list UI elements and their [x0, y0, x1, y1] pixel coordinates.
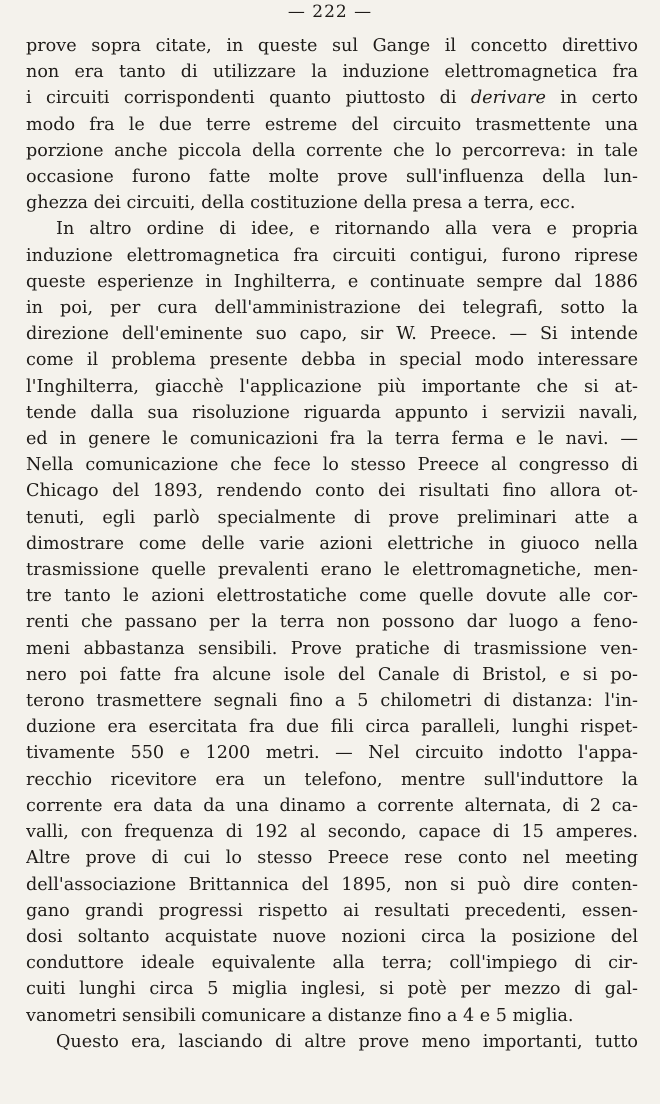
text-line: direzione dell'eminente suo capo, sir W. Preece. — Si intende: [26, 324, 638, 345]
text-line: tenuti, egli parlò specialmente di prove preliminari atte a: [26, 507, 638, 528]
text-line: In altro ordine di idee, e ritornando alla vera e propria: [56, 219, 638, 240]
text-line: i circuiti corrispondenti quanto piuttosto di derivare in certo: [26, 88, 638, 109]
text-line: dimostrare come delle varie azioni elettriche in giuoco nella: [26, 533, 638, 554]
text-line: dell'associazione Brittannica del 1895, non si può dire conten-: [26, 874, 638, 895]
text-line: Questo era, lasciando di altre prove meno importanti, tutto: [56, 1031, 638, 1052]
text-line: tivamente 550 e 1200 metri. — Nel circuito indotto l'appa-: [26, 743, 638, 764]
text-line: valli, con frequenza di 192 al secondo, capace di 15 amperes.: [26, 822, 638, 843]
text-line: Nella comunicazione che fece lo stesso Preece al congresso di: [26, 455, 638, 476]
text-line: vanometri sensibili comunicare a distanze fino a 4 e 5 miglia.: [26, 1005, 574, 1026]
text-line: in poi, per cura dell'amministrazione dei telegrafi, sotto la: [26, 298, 638, 319]
text-line: recchio ricevitore era un telefono, mentre sull'induttore la: [26, 769, 638, 790]
text-line: dosi soltanto acquistate nuove nozioni circa la posizione del: [26, 926, 638, 947]
text-line: terono trasmettere segnali fino a 5 chilometri di distanza: l'in-: [26, 691, 638, 712]
text-line: porzione anche piccola della corrente che lo percorreva: in tale: [26, 140, 638, 161]
text-line: meni abbastanza sensibili. Prove pratiche di trasmissione ven-: [26, 638, 638, 659]
text-line: tre tanto le azioni elettrostatiche come quelle dovute alle cor-: [26, 586, 638, 607]
text-line: prove sopra citate, in queste sul Gange il concetto direttivo: [26, 36, 638, 56]
text-line: ed in genere le comunicazioni fra la terra ferma e le navi. —: [26, 429, 638, 450]
text-line: nero poi fatte fra alcune isole del Canale di Bristol, e si po-: [26, 664, 638, 685]
text-line: cuiti lunghi circa 5 miglia inglesi, si potè per mezzo di gal-: [26, 979, 638, 1000]
text-line: Altre prove di cui lo stesso Preece rese conto nel meeting: [26, 848, 638, 869]
text-line: queste esperienze in Inghilterra, e continuate sempre dal 1886: [26, 271, 638, 292]
text-line: trasmissione quelle prevalenti erano le elettromagnetiche, men-: [26, 560, 638, 581]
text-line: corrente era data da una dinamo a corrente alternata, di 2 ca-: [26, 795, 638, 816]
text-line: renti che passano per la terra non possono dar luogo a feno-: [26, 612, 638, 633]
text-line: ghezza dei circuiti, della costituzione della presa a terra, ecc.: [26, 193, 576, 214]
text-line: l'Inghilterra, giacchè l'applicazione più importante che si at-: [26, 376, 638, 397]
text-line: modo fra le due terre estreme del circuito trasmettente una: [26, 114, 638, 135]
text-line: induzione elettromagnetica fra circuiti contigui, furono riprese: [26, 245, 638, 266]
text-line: gano grandi progressi rispetto ai resultati precedenti, essen-: [26, 900, 638, 921]
text-line: conduttore ideale equivalente alla terra; coll'impiego di cir-: [26, 953, 638, 974]
text-line: occasione furono fatte molte prove sull'influenza della lun-: [26, 167, 638, 188]
page-number: — 222 —: [287, 2, 373, 22]
paragraph: [26, 216, 638, 1028]
paragraph: [26, 1029, 638, 1055]
paragraph: [26, 33, 638, 216]
italic-word: derivare: [470, 88, 546, 109]
body-text: [26, 33, 638, 1055]
text-line: come il problema presente debba in special modo interessare: [26, 350, 638, 371]
text-line: non era tanto di utilizzare la induzione elettromagnetica fra: [26, 62, 638, 83]
text-line: Chicago del 1893, rendendo conto dei risultati fino allora ot-: [26, 481, 638, 502]
text-line: duzione era esercitata fra due fili circa paralleli, lunghi rispet-: [26, 717, 638, 738]
text-line: tende dalla sua risoluzione riguarda appunto i servizii navali,: [26, 402, 638, 423]
